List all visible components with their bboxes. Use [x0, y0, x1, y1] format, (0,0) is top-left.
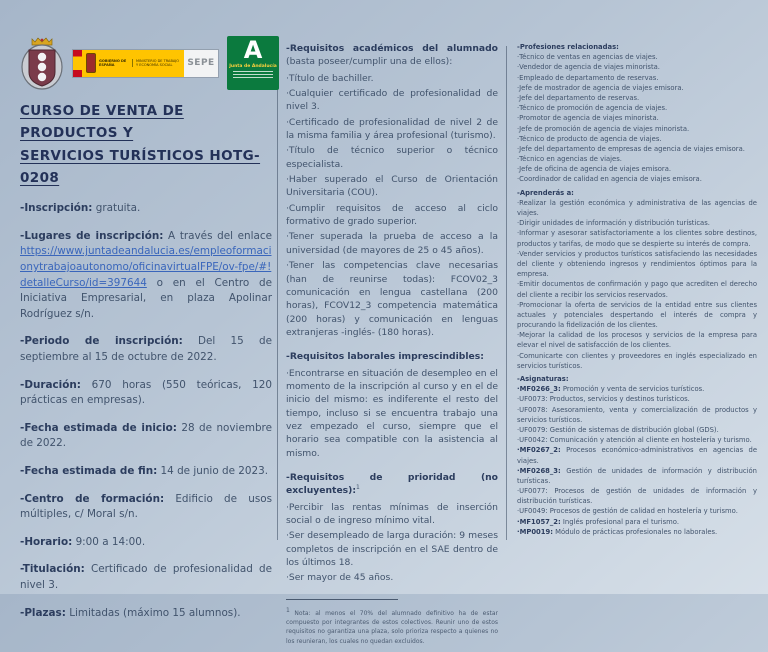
subject-code: ·MF1057_2:	[517, 517, 561, 526]
list-item	[517, 486, 757, 506]
list-item: ·Certificado de profesionalidad de nivel 2 de la misma familia y área profesional (turismo).	[286, 116, 498, 142]
subject-title: Gestión de sistemas de distribución global (GDS).	[547, 425, 719, 434]
detail-label: -Fecha estimada de fin:	[20, 464, 158, 477]
subject-title: Procesos de gestión de unidades de información y distribución turísticas.	[517, 487, 757, 506]
list-item: ·Título de bachiller.	[286, 72, 374, 84]
list-item: ·Coordinador de calidad en agencia de viajes emisora.	[517, 175, 702, 184]
subject-code: ·UF0042:	[517, 436, 548, 445]
section-heading: -Aprenderás a:	[517, 188, 574, 197]
subject-code: ·UF0078:	[517, 405, 548, 414]
list-item: ·Jefe de mostrador de agencia de viajes emisora.	[517, 83, 684, 92]
list-item	[517, 384, 757, 394]
requirements-list	[286, 72, 498, 340]
subject-title: Asesoramiento, venta y comercialización de productos y servicios turísticos.	[517, 405, 757, 424]
detail-text: 28 de noviembre de 2022.	[20, 421, 272, 450]
section-subjects	[517, 374, 757, 537]
list-item: ·Ser mayor de 45 años.	[286, 572, 394, 584]
page-title-line1: CURSO DE VENTA DE PRODUCTOS Y	[20, 103, 184, 142]
spain-flag-icon	[73, 50, 82, 77]
spain-escudo-icon	[86, 53, 96, 73]
subject-title: Inglés profesional para el turismo.	[560, 517, 679, 526]
list-item: ·Encontrarse en situación de desempleo en el momento de la inscripción al curso y en el de inicio del mismo: es indiferente el resto del tiempo, incluso si se encuentra trabajo una vez empezado el curso, siempre que el horario sea compatible con la asistencia al mismo.	[286, 367, 498, 459]
list-item: ·Emitir documentos de confirmación y pago que acrediten el derecho del cliente a recibir los servicios reservados.	[517, 280, 757, 299]
section-learning-outcomes	[517, 188, 757, 371]
list-item: ·Vender servicios y productos turísticos satisfaciendo las necesidades del cliente y obteniendo ingresos y rendimientos óptimos para la empresa.	[517, 249, 757, 279]
section-heading: -Asignaturas:	[517, 375, 569, 383]
list-item	[517, 425, 757, 435]
course-detail-item	[20, 606, 272, 622]
list-item: ·Haber superado el Curso de Orientación Universitaria (COU).	[286, 174, 498, 199]
left-column	[20, 34, 277, 621]
subject-code: ·UF0079:	[517, 425, 548, 434]
footnote-divider	[286, 599, 398, 600]
list-item: ·Cumplir requisitos de acceso al ciclo formativo de grado superior.	[286, 202, 498, 228]
list-item: ·Título de técnico superior o técnico especialista.	[286, 145, 498, 170]
middle-column	[286, 42, 498, 652]
detail-text: Certificado de profesionalidad de nivel 3.	[20, 563, 272, 592]
logo-row	[20, 34, 277, 92]
list-item: ·Promotor de agencia de viajes minorista.	[517, 114, 659, 123]
course-detail-item	[20, 334, 272, 365]
column-divider-left	[277, 46, 278, 540]
list-item: ·Cualquier certificado de profesionalidad de nivel 3.	[286, 88, 498, 113]
section-related-professions	[517, 42, 757, 185]
detail-label: -Centro de formación:	[20, 492, 165, 505]
page-title	[20, 100, 272, 189]
subject-title: Procesos económico-administrativos en agencias de viajes.	[517, 446, 757, 465]
subject-title: Módulo de prácticas profesionales no laborales.	[552, 527, 718, 536]
subject-code: ·MF0266_3:	[517, 385, 561, 394]
subject-title: Gestión de unidades de información y distribución turísticas.	[517, 466, 757, 485]
sepe-logo: SEPE	[184, 50, 218, 77]
list-item	[517, 506, 757, 516]
detail-label: -Inscripción:	[20, 202, 93, 215]
junta-subtext-lines	[233, 71, 273, 78]
list-item: ·Comunicarte con clientes y proveedores en inglés especializado en servicios turísticos.	[517, 351, 757, 370]
detail-text: Edificio de usos múltiples, c/ Moral s/n.	[20, 492, 273, 521]
course-detail-item	[20, 464, 272, 480]
subject-title: Productos, servicios y destinos turísticos.	[547, 395, 690, 404]
detail-label: -Fecha estimada de inicio:	[20, 421, 177, 434]
section-heading: -Profesiones relacionadas:	[517, 43, 619, 51]
detail-text: 9:00 a 14:00.	[72, 535, 146, 548]
list-item: ·Informar y asesorar satisfactoriamente a los clientes sobre destinos, productos y tarifas, de modo que se despierte su interés de compra.	[517, 229, 757, 248]
gobierno-text: GOBIERNO DE ESPAÑA	[99, 58, 127, 67]
list-item	[517, 435, 757, 445]
subject-code: ·UF0049:	[517, 507, 548, 516]
footnote-ref: 1	[356, 484, 360, 492]
course-detail-item	[20, 492, 272, 523]
page-title-line2: SERVICIOS TURÍSTICOS HOTG-0208	[20, 147, 261, 186]
detail-label: -Lugares de inscripción:	[20, 229, 164, 242]
learning-outcomes-list	[517, 198, 757, 371]
footnote-text: Nota: al menos el 70% del alumnado definitivo ha de estar compuesto por integrantes de estos colectivos. Reunir uno de estos requisitos no garantiza una plaza, solo prioriza respecto a quienes no los reunieran, los cuales no quedan excluidos.	[286, 609, 498, 645]
list-item: ·Dirigir unidades de información y distribución turísticas.	[517, 219, 710, 228]
section-academic-requirements	[286, 42, 498, 339]
gobierno-banner	[82, 50, 184, 77]
subject-title: Comunicación y atención al cliente en hostelería y turismo.	[547, 436, 752, 445]
course-detail-item	[20, 229, 272, 323]
section-heading	[286, 42, 498, 69]
list-item	[517, 445, 757, 465]
detail-label: -Plazas:	[20, 606, 66, 619]
detail-label: -Titulación:	[20, 563, 85, 576]
subject-title: Promoción y venta de servicios turísticos.	[560, 385, 705, 394]
list-item: ·Percibir las rentas mínimas de inserción social o de ingreso mínimo vital.	[286, 501, 498, 527]
list-item: ·Jefe de promoción de agencia de viajes minorista.	[517, 124, 690, 133]
list-item: ·Tener superada la prueba de acceso a la universidad (de mayores de 25 o 45 años).	[286, 231, 498, 256]
heading-bold: -Requisitos de prioridad (no excluyentes):	[286, 471, 498, 497]
detail-text: o en el Centro de Iniciativa Empresarial, en plaza Apolinar Rodríguez s/n.	[20, 276, 272, 320]
column-divider-right	[506, 46, 507, 540]
section-heading	[286, 471, 498, 498]
list-item	[517, 517, 757, 527]
subject-code: ·UF0073:	[517, 395, 548, 404]
footnote	[286, 606, 498, 646]
list-item: ·Ser desempleado de larga duración: 9 meses completos de inscripción en el SAE dentro de los últimos 18.	[286, 530, 498, 569]
list-item	[517, 527, 757, 537]
list-item	[517, 466, 757, 486]
detail-text: gratuita.	[92, 202, 141, 215]
subject-title: Procesos de gestión de calidad en hostelería y turismo.	[547, 507, 738, 516]
coat-of-arms-logo	[20, 36, 64, 90]
list-item: ·Promocionar la oferta de servicios de la entidad entre sus clientes actuales y potenciales despertando el interés de compra y procurando la fidelización de los clientes.	[517, 300, 757, 330]
list-item: ·Empleado de departamento de reservas.	[517, 73, 659, 82]
footnote-number: 1	[286, 606, 290, 614]
heading-bold: -Requisitos laborales imprescindibles:	[286, 351, 484, 363]
detail-label: -Duración:	[20, 378, 81, 391]
list-item	[517, 405, 757, 425]
detail-label: -Horario:	[20, 535, 73, 548]
list-item: ·Técnico de promoción de agencia de viajes.	[517, 104, 668, 113]
section-heading	[286, 350, 498, 363]
subject-code: ·MF0267_2:	[517, 446, 561, 455]
course-detail-item	[20, 201, 272, 217]
gobierno-espana-logo	[73, 50, 218, 77]
detail-text: 14 de junio de 2023.	[157, 464, 269, 477]
detail-text: Limitadas (máximo 15 alumnos).	[65, 606, 241, 619]
junta-name: Junta de Andalucía	[229, 64, 277, 69]
heading-bold: -Requisitos académicos del alumnado	[286, 43, 498, 54]
junta-a-icon: A	[243, 36, 263, 64]
list-item: ·Técnico de producto de agencia de viajes.	[517, 134, 662, 143]
professions-list	[517, 52, 757, 184]
subject-code: ·UF0077:	[517, 487, 548, 496]
list-item: ·Jefe de oficina de agencia de viajes emisora.	[517, 165, 672, 174]
detail-text: Del 15 de septiembre al 15 de octubre de 2022.	[20, 335, 272, 363]
detail-text: 670 horas (550 teóricas, 120 prácticas en empresas).	[20, 378, 272, 407]
requirements-list	[286, 501, 498, 585]
list-item: ·Vendedor de agencia de viajes minorista.	[517, 63, 660, 72]
course-detail-item	[20, 421, 272, 452]
subject-code: ·MF0268_3:	[517, 466, 561, 475]
course-details-list	[20, 201, 272, 621]
list-item: ·Jefe del departamento de empresas de agencia de viajes emisora.	[517, 144, 745, 153]
list-item: ·Realizar la gestión económica y administrativa de las agencias de viajes.	[517, 198, 757, 217]
section-priority-requirements	[286, 471, 498, 585]
course-detail-item	[20, 535, 272, 551]
requirements-list	[286, 367, 498, 460]
ministerio-text: MINISTERIO DE TRABAJO Y ECONOMÍA SOCIAL	[132, 59, 180, 68]
right-column	[517, 42, 757, 540]
section-labor-requirements	[286, 350, 498, 460]
inscription-link[interactable]: https://www.juntadeandalucia.es/empleoformacionytrabajoautonomo/oficinavirtualFPE/ov-fpe/#!detalleCurso/id=397644	[20, 245, 272, 289]
list-item: ·Técnico en agencias de viajes.	[517, 155, 622, 164]
list-item: ·Tener las competencias clave necesarias (han de reunirse todas): FCOV02_3 comunicación en lengua castellana (200 horas), FCOV12_3 competencia matemática (200 horas) y comunicación en lenguas extranjeras -inglés- (180 horas).	[286, 260, 498, 338]
junta-andalucia-logo	[227, 36, 279, 90]
detail-label: -Periodo de inscripción:	[20, 335, 183, 348]
heading-rest: (basta poseer/cumplir una de ellos):	[286, 56, 453, 68]
course-detail-item	[20, 562, 272, 593]
course-detail-item	[20, 378, 272, 409]
list-item	[517, 394, 757, 404]
list-item: ·Mejorar la calidad de los procesos y servicios de la empresa para elevar el nivel de satisfacción de los clientes.	[517, 331, 757, 350]
detail-text: A través del enlace	[163, 229, 273, 242]
list-item: ·Jefe del departamento de reservas.	[517, 93, 640, 102]
subjects-list	[517, 384, 757, 537]
subject-code: ·MP0019:	[517, 527, 553, 536]
list-item: ·Técnico de ventas en agencias de viajes.	[517, 53, 658, 62]
